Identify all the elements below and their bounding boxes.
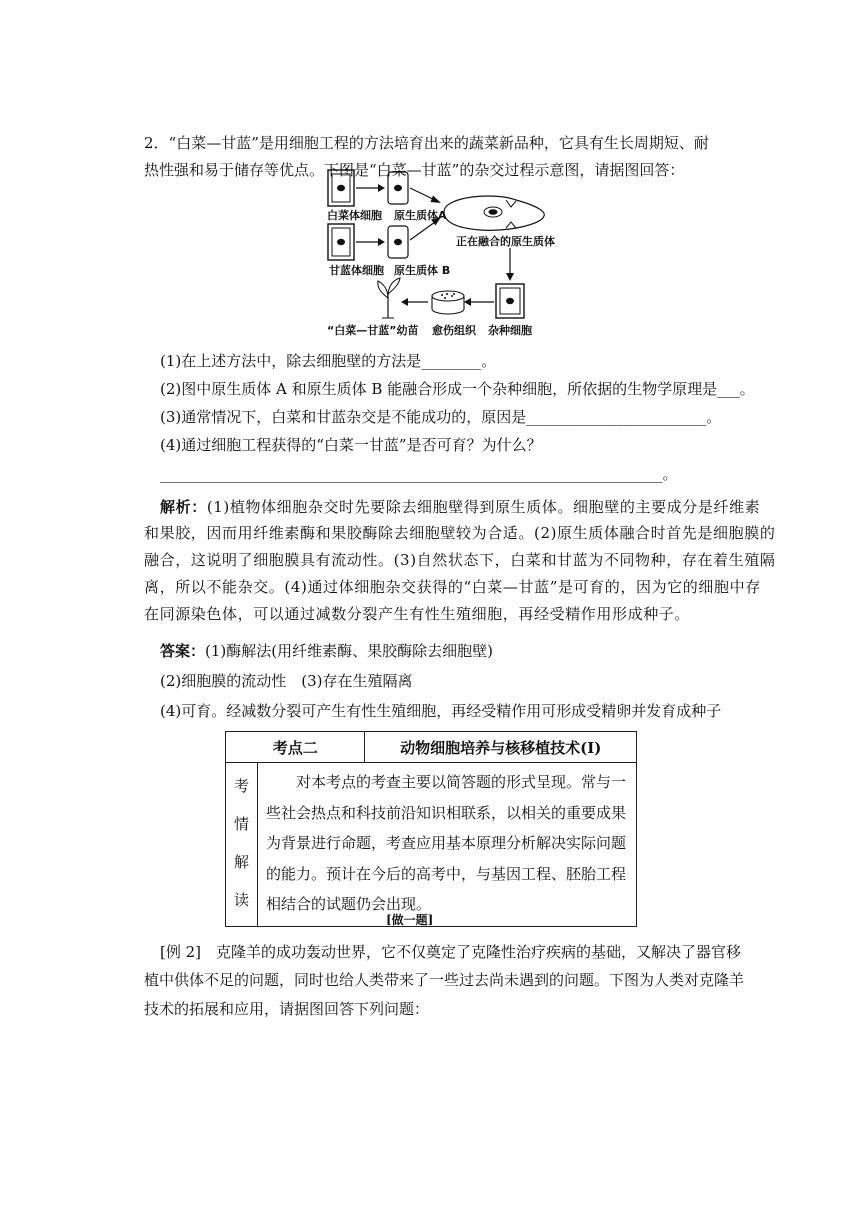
label-fusing-protoplast: 正在融合的原生质体 — [456, 235, 555, 248]
kaodian-body-line: 的能力。预计在今后的高考中，与基因工程、胚胎工程 — [265, 864, 626, 883]
kaodian-body-line: 为背景进行命题，考查应用基本原理分析解决实际问题 — [265, 834, 626, 852]
section-label: [做一题] — [386, 913, 434, 927]
example-line-1: [例 2] 克隆羊的成功轰动世界，它不仅奠定了克隆性治疗疾病的基础，又解决了器官移 — [160, 943, 742, 961]
kaodian-body-line: 对本考点的考查主要以简答题的形式呈现。常与一 — [295, 773, 626, 791]
subquestion-2: (2)图中原生质体 A 和原生质体 B 能融合形成一个杂种细胞，所依据的生物学原理是___。 — [160, 380, 755, 398]
label-protoplast-a: 原生质体A — [394, 209, 447, 222]
question-line-1: 2．“白菜—甘蓝”是用细胞工程的方法培育出来的蔬菜新品种，它具有生长周期短、耐 — [144, 134, 709, 152]
kale-cell-shape — [328, 224, 354, 260]
label-kale-cell: 甘蓝体细胞 — [329, 264, 384, 277]
kaodian-body — [257, 763, 636, 927]
solution-line-1 — [160, 496, 760, 518]
arrow-b-to-fusion — [410, 222, 435, 240]
protoplast-b-shape — [388, 226, 408, 258]
kaodian-body-line: 相结合的试题仍会出现。 — [265, 895, 431, 913]
side-char: 解 — [233, 853, 249, 871]
kaodian-table — [225, 731, 637, 927]
side-char: 情 — [233, 815, 249, 833]
subquestion-4-answer-blank: ___________________________________________________________________。 — [160, 465, 678, 483]
protoplast-a-shape — [388, 172, 408, 204]
solution-text-1: (1)植物体细胞杂交时先要除去细胞壁得到原生质体。细胞壁的主要成分是纤维素 — [206, 498, 761, 516]
example-line-3: 技术的拓展和应用，请据图回答下列问题： — [144, 1000, 430, 1018]
subquestion-3: (3)通常情况下，白菜和甘蓝杂交是不能成功的，原因是________________________。 — [160, 408, 722, 426]
solution-line-5: 在同源染色体，可以通过减数分裂产生有性生殖细胞，再经受精作用形成种子。 — [144, 605, 691, 623]
hybrid-cell-shape — [496, 284, 524, 318]
answer-text-1: (1)酶解法(用纤维素酶、果胶酶除去细胞壁) — [205, 642, 493, 660]
side-char: 读 — [233, 891, 249, 909]
solution-line-4: 离，所以不能杂交。(4)通过体细胞杂交获得的“白菜—甘蓝”是可育的，因为它的细胞中存 — [144, 578, 761, 596]
fusing-protoplast-shape — [444, 196, 544, 230]
answer-line-3: (4)可育。经减数分裂可产生有性生殖细胞，再经受精作用可形成受精卵并发育成种子 — [160, 702, 722, 720]
label-seedling: “白菜—甘蓝”幼苗 — [327, 324, 419, 337]
subquestion-1: (1)在上述方法中，除去细胞壁的方法是________。 — [160, 352, 497, 370]
seedling-shape — [378, 278, 400, 318]
cabbage-cell-shape — [328, 170, 354, 206]
callus-dish-shape — [432, 291, 464, 314]
solution-line-3: 融合，这说明了细胞膜具有流动性。(3)自然状态下，白菜和甘蓝为不同物种，存在着生殖隔 — [144, 551, 776, 569]
label-hybrid-cell: 杂种细胞 — [488, 324, 532, 337]
side-char: 考 — [233, 777, 249, 795]
kaodian-side-label — [226, 763, 258, 927]
answer-line-1 — [160, 640, 493, 662]
answer-label: 答案： — [160, 642, 206, 660]
kaodian-body-line: 些社会热点和科技前沿知识相联系，以相关的重要成果 — [265, 803, 626, 822]
kaodian-header-right: 动物细胞培养与核移植技术(Ⅰ) — [365, 732, 637, 763]
solution-label: 解析： — [160, 498, 207, 516]
arrow-a-to-fusion — [410, 188, 435, 200]
kaodian-header-left: 考点二 — [226, 732, 365, 763]
example-line-2: 植中供体不足的问题，同时也给人类带来了一些过去尚未遇到的问题。下图为人类对克隆羊 — [144, 971, 745, 989]
label-callus: 愈伤组织 — [432, 324, 476, 337]
answer-line-2: (2)细胞膜的流动性 (3)存在生殖隔离 — [160, 672, 413, 690]
question-line-2: 热性强和易于储存等优点。下图是“白菜—甘蓝”的杂交过程示意图，请据图回答： — [144, 161, 685, 179]
label-cabbage-cell: 白菜体细胞 — [327, 209, 382, 222]
label-protoplast-b: 原生质体 B — [394, 264, 451, 277]
solution-line-2: 和果胶，因而用纤维素酶和果胶酶除去细胞壁较为合适。(2)原生质体融合时首先是细胞膜的 — [144, 524, 776, 542]
subquestion-4: (4)通过细胞工程获得的“白菜一甘蓝”是否可育？为什么？ — [160, 436, 542, 454]
